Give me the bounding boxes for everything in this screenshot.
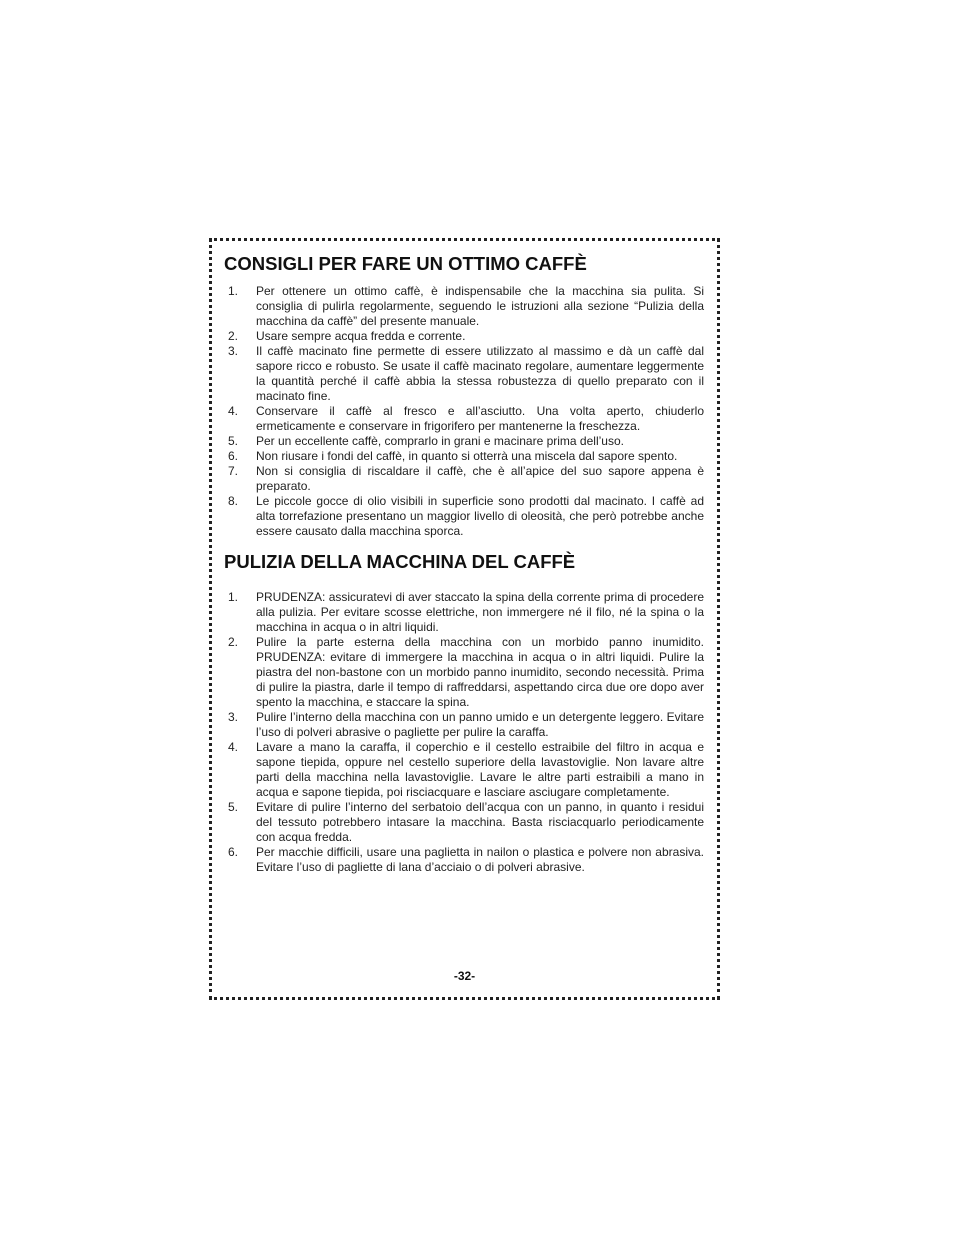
list-item-number: 7. [228,464,239,478]
list-item-text: Evitare di pulire l’interno del serbatoio dell’acqua con un panno, in quanto i residui del tessuto potrebbero intasare la macchina. Basta risciacquarlo periodicamente con acqua fredda. [256,800,704,844]
list-item-number: 1. [228,284,239,298]
list-item-number: 2. [228,635,239,649]
list-item [224,635,704,710]
list-item [224,404,704,434]
list-item-text: Pulire l’interno della macchina con un panno umido e un detergente leggero. Evitare l’uso di polveri abrasive o pagliette per pulire la caraffa. [256,710,704,739]
list-item-number: 1. [228,590,239,604]
coffee-tips-list [224,284,704,539]
cleaning-steps-list [224,590,704,875]
section-heading-machine-cleaning: PULIZIA DELLA MACCHINA DEL CAFFÈ [224,551,576,572]
list-item-number: 5. [228,800,239,814]
list-item-text: PRUDENZA: assicuratevi di aver staccato la spina della corrente prima di procedere alla pulizia. Per evitare scosse elettriche, non immergere né il filo, né la spina o la macchina in acqua o in altri liquidi. [256,590,704,634]
list-item [224,434,704,449]
list-item [224,284,704,329]
page-number: -32- [453,969,476,983]
list-item-text: Il caffè macinato fine permette di essere utilizzato al massimo e dà un caffè dal sapore ricco e robusto. Se usate il caffè macinato regolare, aumentare leggermente la quantità perché il caffè abbia la stessa robustezza di quello preparato con il macinato fine. [256,344,704,403]
list-item-number: 3. [228,710,239,724]
list-item-text: Per ottenere un ottimo caffè, è indispensabile che la macchina sia pulita. Si consiglia di pulirla regolarmente, seguendo le istruzioni alla sezione “Pulizia della macchina da caffè” del presente manuale. [256,284,704,328]
list-item [224,329,704,344]
list-item [224,464,704,494]
list-item [224,740,704,800]
list-item [224,800,704,845]
list-item [224,710,704,740]
list-item-text: Per macchie difficili, usare una paglietta in nailon o plastica e polvere non abrasiva. Evitare l’uso di pagliette di lana d’acciaio o di polveri abrasive. [256,845,704,874]
list-item-text: Le piccole gocce di olio visibili in superficie sono prodotti dal macinato. I caffè ad alta torrefazione presentano un maggior livello di oleosità, che però potrebbe anche essere causato dalla macchina sporca. [256,494,704,538]
list-item [224,494,704,539]
list-item-number: 3. [228,344,239,358]
list-item-text: Usare sempre acqua fredda e corrente. [256,329,466,343]
list-item-number: 5. [228,434,239,448]
list-item [224,449,704,464]
list-item [224,344,704,404]
section-heading-coffee-tips: CONSIGLI PER FARE UN OTTIMO CAFFÈ [224,253,587,274]
list-item-text: Non riusare i fondi del caffè, in quanto si otterrà una miscela dal sapore spento. [256,449,678,463]
list-item-number: 6. [228,449,239,463]
list-item-number: 4. [228,740,239,754]
list-item [224,845,704,875]
list-item-text: Lavare a mano la caraffa, il coperchio e il cestello estraibile del filtro in acqua e sapone tiepida, oppure nel cestello superiore della lavastoviglie. Non lavare altre parti della macchina nella lavastoviglie. Lavare le altre parti estraibili a mano in acqua e sapone tiepida, poi risciacquare e lasciare asciugare completamente. [256,740,704,799]
list-item-number: 2. [228,329,239,343]
list-item-text: Non si consiglia di riscaldare il caffè, che è all’apice del suo sapore appena è preparato. [256,464,704,493]
list-item-number: 4. [228,404,239,418]
list-item-text: Conservare il caffè al fresco e all’asciutto. Una volta aperto, chiuderlo ermeticamente e conservare in frigorifero per mantenerne la freschezza. [256,404,704,433]
page-content [224,252,704,875]
list-item-text: Pulire la parte esterna della macchina con un morbido panno inumidito. PRUDENZA: evitare di immergere la macchina in acqua o in altri liquidi. Pulire la piastra del non-bastone con un morbido panno inumidito, secondo necessità. Prima di pulire la piastra, darle il tempo di raffreddarsi, aspettando circa due ore dopo aver spento la macchina, e staccare la spina. [256,635,704,709]
list-item-number: 8. [228,494,239,508]
list-item [224,590,704,635]
list-item-number: 6. [228,845,239,859]
list-item-text: Per un eccellente caffè, comprarlo in grani e macinare prima dell’uso. [256,434,624,448]
